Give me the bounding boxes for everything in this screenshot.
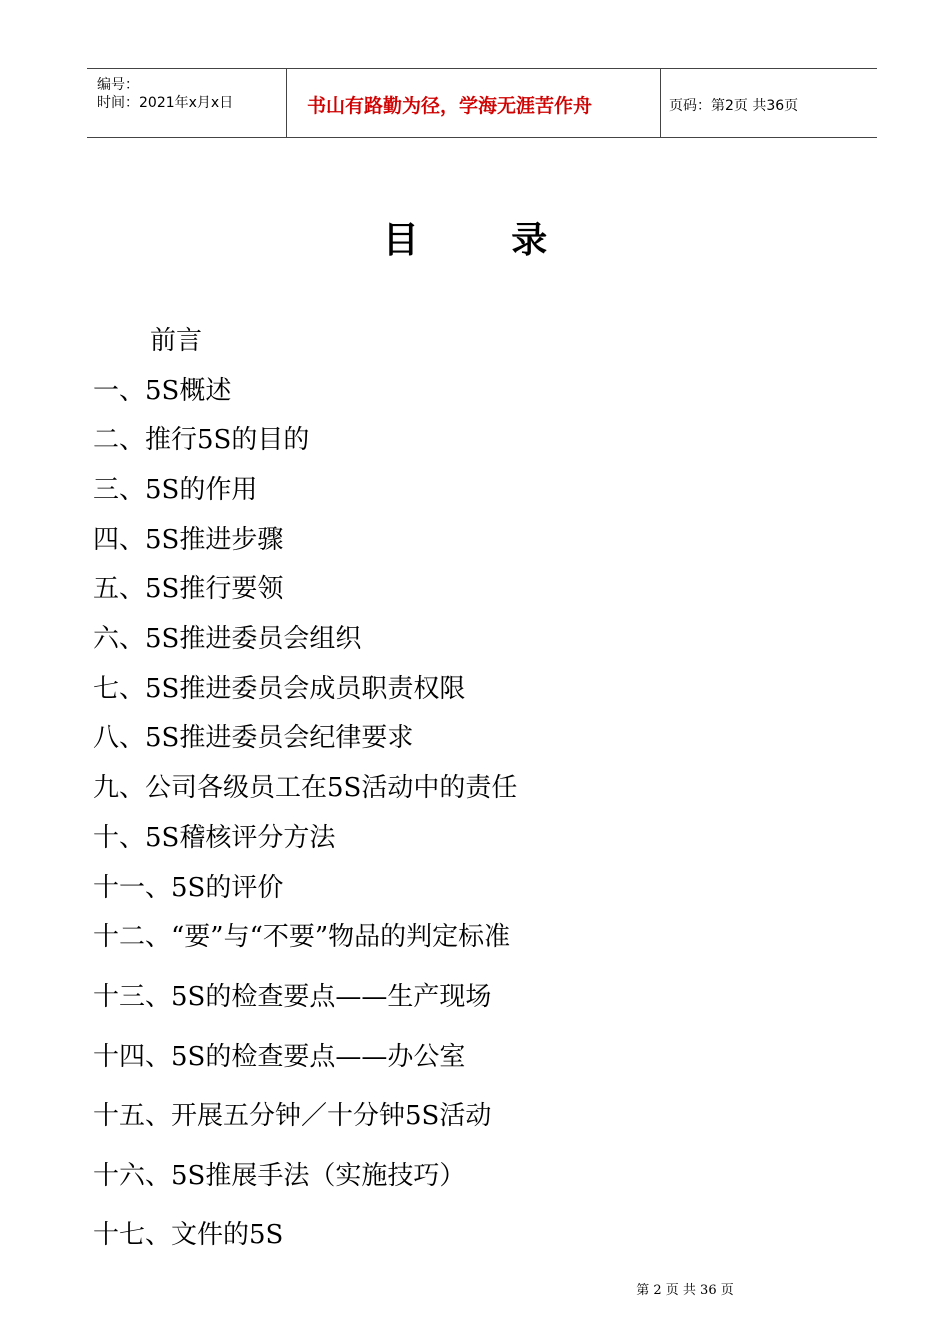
header-motto-cell	[287, 69, 661, 137]
toc-item: 五、5S推行要领	[93, 574, 284, 604]
toc-item: 十一、5S的评价	[93, 873, 284, 903]
toc-item: 九、公司各级员工在5S活动中的责任	[93, 773, 518, 803]
toc-item: 三、5S的作用	[93, 475, 258, 505]
page-header	[87, 68, 877, 138]
page-footer: 第 2 页 共 36 页	[636, 1283, 734, 1298]
toc-item: 四、5S推进步骤	[93, 525, 284, 555]
toc-item: 一、5S概述	[93, 376, 232, 406]
toc-item: 十二、“要”与“不要”物品的判定标准	[93, 922, 511, 952]
header-page-info: 页码：第2页 共36页	[669, 98, 799, 114]
toc-item: 十、5S稽核评分方法	[93, 823, 336, 853]
toc-item: 八、5S推进委员会纪律要求	[93, 723, 414, 753]
header-page-cell	[661, 69, 877, 137]
document-time-label: 时间：2021年x月x日	[97, 95, 234, 111]
toc-item: 七、5S推进委员会成员职责权限	[93, 674, 466, 704]
document-number-label: 编号：	[97, 77, 139, 93]
toc-item: 十六、5S推展手法（实施技巧）	[93, 1161, 466, 1191]
toc-item: 十七、文件的5S	[93, 1220, 284, 1250]
toc-item: 前言	[150, 326, 203, 356]
header-motto: 书山有路勤为径，学海无涯苦作舟	[307, 95, 593, 117]
toc-item: 十三、5S的检查要点——生产现场	[93, 982, 492, 1012]
toc-item: 十四、5S的检查要点——办公室	[93, 1042, 466, 1072]
document-title: 目 录	[382, 219, 588, 261]
toc-item: 十五、开展五分钟／十分钟5S活动	[93, 1101, 492, 1131]
header-meta-cell	[87, 69, 287, 137]
toc-item: 二、推行5S的目的	[93, 425, 310, 455]
toc-item: 六、5S推进委员会组织	[93, 624, 362, 654]
